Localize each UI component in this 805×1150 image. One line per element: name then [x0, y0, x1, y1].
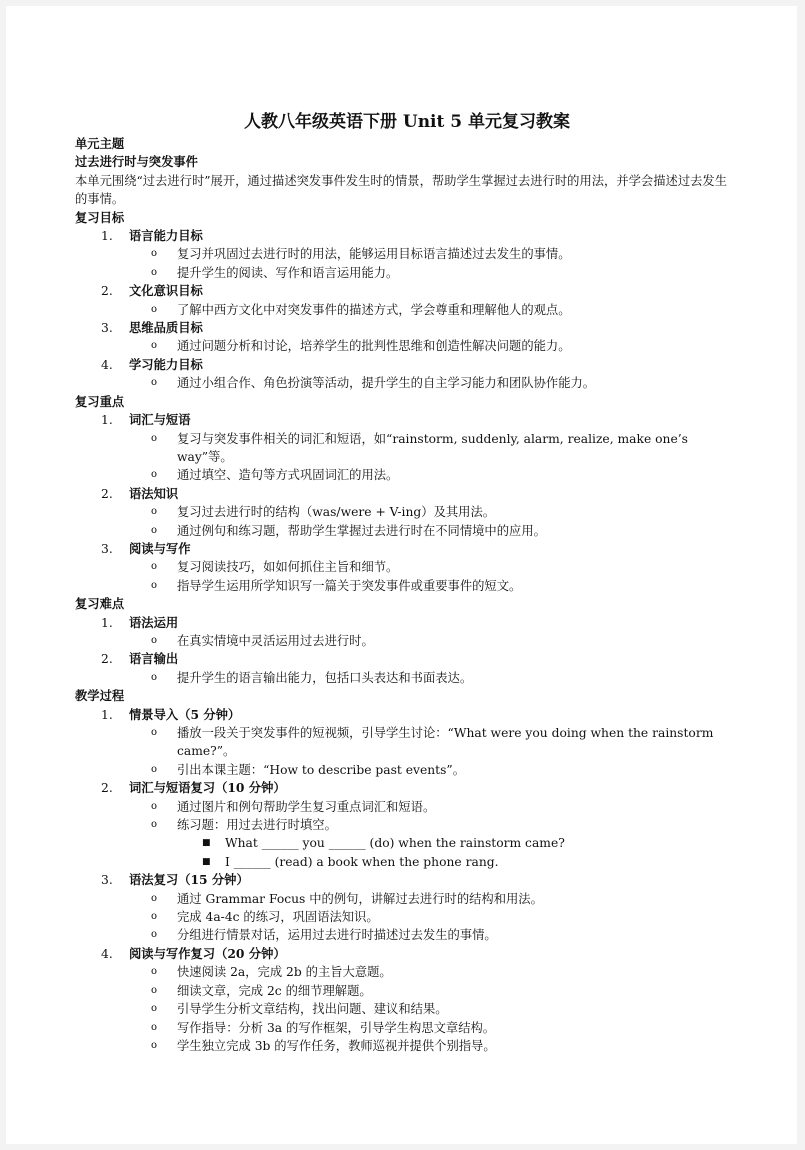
bullet-item	[75, 245, 739, 263]
square-bullet-icon: ■	[202, 838, 211, 849]
circle-bullet-icon: o	[151, 248, 158, 260]
item-number: 1.	[101, 615, 113, 630]
item-number: 4.	[101, 357, 113, 372]
goals-heading: 复习目标	[75, 209, 125, 225]
key-points-heading: 复习重点	[75, 393, 125, 409]
item-number: 3.	[101, 541, 113, 556]
goals-list	[75, 227, 739, 393]
bullet-text: 提升学生的阅读、写作和语言运用能力。	[177, 265, 399, 280]
bullet-text: 快速阅读 2a，完成 2b 的主旨大意题。	[177, 965, 392, 980]
circle-bullet-icon: o	[151, 1039, 158, 1051]
bullet-text: 细读文章，完成 2c 的细节理解题。	[177, 983, 372, 998]
item-number: 1.	[101, 229, 113, 244]
bullet-text: 练习题：用过去进行时填空。	[177, 818, 337, 833]
circle-bullet-icon: o	[151, 671, 158, 683]
circle-bullet-icon: o	[151, 506, 158, 518]
bullet-text: 了解中西方文化中对突发事件的描述方式，学会尊重和理解他人的观点。	[177, 302, 571, 317]
circle-bullet-icon: o	[151, 303, 158, 315]
item-number: 4.	[101, 946, 113, 961]
bullet-text: 通过 Grammar Focus 中的例句，讲解过去进行时的结构和用法。	[177, 891, 543, 906]
item-label: 词汇与短语	[129, 412, 191, 428]
bullet-item	[75, 963, 739, 981]
numbered-item	[75, 945, 739, 963]
bullet-item	[75, 430, 739, 467]
bullet-item	[75, 503, 739, 521]
item-number: 3.	[101, 321, 113, 336]
circle-bullet-icon: o	[151, 432, 158, 444]
bullet-item	[75, 761, 739, 779]
bullet-text: 引出本课主题：“How to describe past events”。	[177, 762, 466, 777]
item-number: 2.	[101, 781, 113, 796]
item-number: 2.	[101, 486, 113, 501]
circle-bullet-icon: o	[151, 819, 158, 831]
bullet-item	[75, 522, 739, 540]
numbered-item	[75, 871, 739, 889]
circle-bullet-icon: o	[151, 929, 158, 941]
square-bullet-icon: ■	[202, 856, 211, 867]
difficult-points-list	[75, 614, 739, 688]
item-label: 文化意识目标	[129, 283, 203, 299]
item-number: 1.	[101, 707, 113, 722]
numbered-item	[75, 485, 739, 503]
bullet-text: 写作指导：分析 3a 的写作框架，引导学生构思文章结构。	[177, 1020, 496, 1035]
numbered-item	[75, 706, 739, 724]
circle-bullet-icon: o	[151, 340, 158, 352]
teaching-process-heading: 教学过程	[75, 688, 125, 704]
bullet-item	[75, 1019, 739, 1037]
bullet-item	[75, 816, 739, 834]
sub-bullet-text: I ______ (read) a book when the phone rang.	[225, 854, 499, 869]
bullet-text: 复习阅读技巧，如如何抓住主旨和细节。	[177, 560, 399, 575]
bullet-item	[75, 926, 739, 944]
item-number: 1.	[101, 413, 113, 428]
bullet-item	[75, 466, 739, 484]
circle-bullet-icon: o	[151, 727, 158, 738]
numbered-item	[75, 227, 739, 245]
bullet-item	[75, 798, 739, 816]
bullet-item	[75, 890, 739, 908]
bullet-item	[75, 301, 739, 319]
bullet-text: 通过例句和练习题，帮助学生掌握过去进行时在不同情境中的应用。	[177, 523, 546, 538]
document-body	[75, 109, 739, 1055]
teaching-process-list	[75, 706, 739, 1056]
circle-bullet-icon: o	[151, 1003, 158, 1015]
circle-bullet-icon: o	[151, 1021, 158, 1033]
item-label: 语法复习（15 分钟）	[129, 872, 249, 888]
bullet-text: 在真实情境中灵活运用过去进行时。	[177, 633, 374, 648]
bullet-text: 学生独立完成 3b 的写作任务，教师巡视并提供个别指导。	[177, 1038, 496, 1053]
bullet-text: 引导学生分析文章结构，找出问题、建议和结果。	[177, 1002, 448, 1017]
item-label: 思维品质目标	[129, 320, 203, 336]
bullet-item	[75, 558, 739, 576]
bullet-item	[75, 669, 739, 687]
item-number: 2.	[101, 652, 113, 667]
item-label: 语法知识	[129, 485, 179, 501]
circle-bullet-icon: o	[151, 266, 158, 278]
bullet-text: 复习过去进行时的结构（was/were + V-ing）及其用法。	[177, 505, 496, 520]
circle-bullet-icon: o	[151, 524, 158, 536]
bullet-text: 通过问题分析和讨论，培养学生的批判性思维和创造性解决问题的能力。	[177, 339, 571, 354]
bullet-item	[75, 908, 739, 926]
circle-bullet-icon: o	[151, 377, 158, 389]
bullet-text: 播放一段关于突发事件的短视频，引导学生讨论：“What were you doing when the rainstorm came?”。	[177, 726, 714, 759]
item-label: 阅读与写作	[129, 540, 191, 556]
bullet-text: 复习与突发事件相关的词汇和短语，如“rainstorm, suddenly, alarm, realize, make one’s way”等。	[177, 431, 688, 464]
bullet-text: 通过图片和例句帮助学生复习重点词汇和短语。	[177, 799, 436, 814]
item-label: 词汇与短语复习（10 分钟）	[129, 780, 286, 796]
bullet-text: 复习并巩固过去进行时的用法，能够运用目标语言描述过去发生的事情。	[177, 247, 571, 262]
circle-bullet-icon: o	[151, 763, 158, 775]
circle-bullet-icon: o	[151, 561, 158, 573]
item-label: 情景导入（5 分钟）	[129, 706, 241, 722]
numbered-item	[75, 650, 739, 668]
bullet-item	[75, 1000, 739, 1018]
bullet-item	[75, 337, 739, 355]
difficult-points-heading: 复习难点	[75, 596, 125, 612]
bullet-text: 通过填空、造句等方式巩固词汇的用法。	[177, 468, 399, 483]
numbered-item	[75, 614, 739, 632]
bullet-item	[75, 1037, 739, 1055]
sub-bullet-item	[75, 834, 739, 852]
circle-bullet-icon: o	[151, 966, 158, 978]
sub-bullet-item	[75, 853, 739, 871]
bullet-text: 分组进行情景对话，运用过去进行时描述过去发生的事情。	[177, 928, 497, 943]
theme-description: 本单元围绕“过去进行时”展开，通过描述突发事件发生时的情景，帮助学生掌握过去进行时的用法，并学会描述过去发生的事情。	[75, 173, 728, 207]
bullet-text: 指导学生运用所学知识写一篇关于突发事件或重要事件的短文。	[177, 578, 522, 593]
numbered-item	[75, 540, 739, 558]
numbered-item	[75, 319, 739, 337]
theme-heading: 单元主题	[75, 136, 125, 151]
bullet-item	[75, 374, 739, 392]
bullet-item	[75, 982, 739, 1000]
circle-bullet-icon: o	[151, 800, 158, 812]
bullet-text: 提升学生的语言输出能力，包括口头表达和书面表达。	[177, 670, 473, 685]
circle-bullet-icon: o	[151, 892, 158, 904]
circle-bullet-icon: o	[151, 579, 158, 591]
circle-bullet-icon: o	[151, 911, 158, 923]
sub-bullet-text: What ______ you ______ (do) when the rainstorm came?	[225, 836, 565, 851]
circle-bullet-icon: o	[151, 634, 158, 646]
bullet-item	[75, 264, 739, 282]
circle-bullet-icon: o	[151, 469, 158, 481]
item-label: 语言能力目标	[129, 228, 203, 244]
bullet-text: 完成 4a-4c 的练习，巩固语法知识。	[177, 910, 379, 925]
bullet-item	[75, 632, 739, 650]
circle-bullet-icon: o	[151, 984, 158, 996]
item-number: 3.	[101, 873, 113, 888]
key-points-list	[75, 411, 739, 595]
item-number: 2.	[101, 284, 113, 299]
item-label: 语法运用	[129, 614, 179, 630]
bullet-text: 通过小组合作、角色扮演等活动，提升学生的自主学习能力和团队协作能力。	[177, 376, 596, 391]
numbered-item	[75, 356, 739, 374]
numbered-item	[75, 779, 739, 797]
document-page	[6, 6, 797, 1144]
numbered-item	[75, 282, 739, 300]
item-label: 阅读与写作复习（20 分钟）	[129, 945, 286, 961]
page-title: 人教八年级英语下册 Unit 5 单元复习教案	[243, 112, 571, 132]
item-label: 学习能力目标	[129, 356, 203, 372]
theme-subheading: 过去进行时与突发事件	[75, 154, 198, 170]
bullet-item	[75, 577, 739, 595]
numbered-item	[75, 411, 739, 429]
bullet-item	[75, 724, 739, 761]
item-label: 语言输出	[129, 651, 179, 667]
